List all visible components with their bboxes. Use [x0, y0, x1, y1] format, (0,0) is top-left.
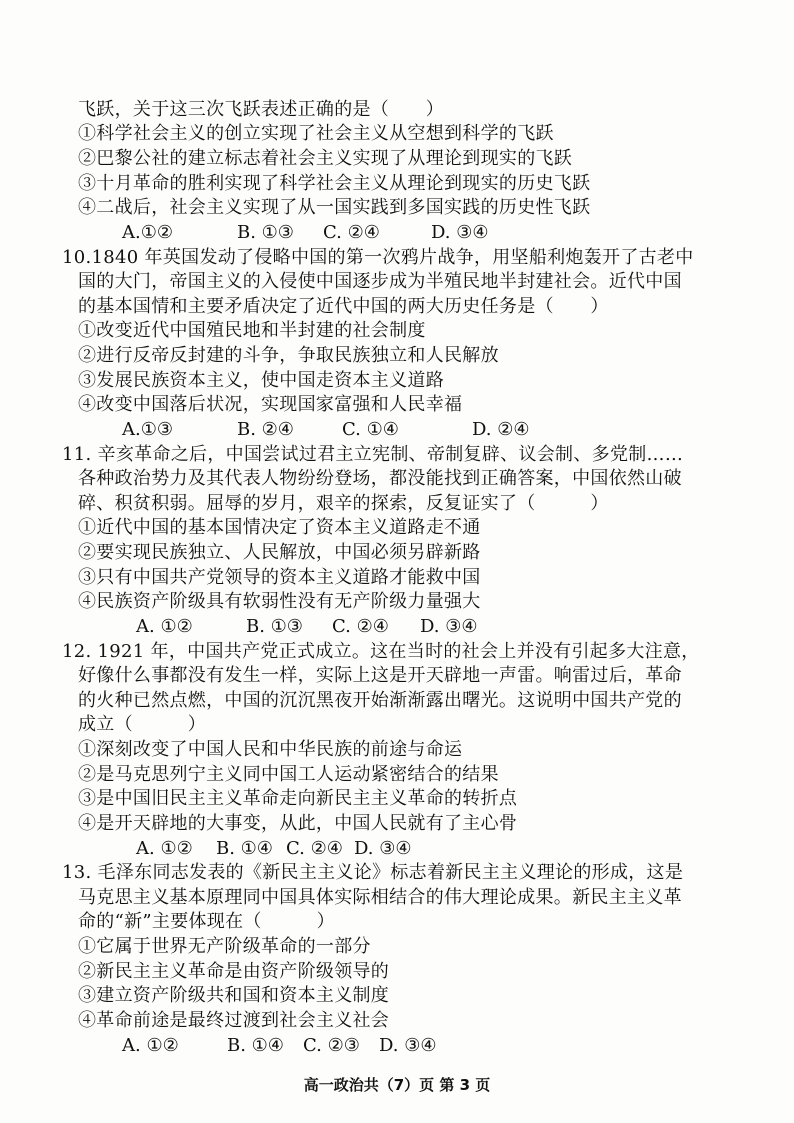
- choice-c: C. ②③: [303, 1035, 360, 1056]
- answer-choices: [136, 837, 412, 861]
- choice-d: D. ③④: [379, 1035, 437, 1056]
- choice-a: A. ①②: [136, 838, 193, 859]
- choice-c: C. ①④: [342, 419, 399, 440]
- choice-d: D. ③④: [420, 616, 478, 637]
- choice-c: C. ②④: [332, 616, 389, 637]
- option-line: ②要实现民族独立、人民解放，中国必须另辟新路: [78, 542, 481, 563]
- question-stem-line: 成立（ ）: [78, 714, 207, 735]
- choice-a: A.①③: [122, 419, 173, 440]
- answer-choices: [136, 615, 478, 639]
- question-stem-line: 10.1840 年英国发动了侵略中国的第一次鸦片战争，用坚船利炮轰开了古老中: [62, 247, 694, 268]
- question-stem-line: 各种政治势力及其代表人物纷纷登场，都没能找到正确答案，中国依然山破: [78, 468, 682, 489]
- choice-d: D. ③④: [354, 838, 412, 859]
- choice-b: B. ①④: [216, 838, 273, 859]
- choice-b: B. ①④: [227, 1035, 284, 1056]
- question-stem-line: 好像什么事都没有发生一样，实际上这是开天辟地一声雷。响雷过后，革命: [78, 665, 682, 686]
- choice-a: A. ①②: [136, 616, 193, 637]
- question-stem-line: 碎、积贫积弱。屈辱的岁月，艰辛的探索，反复证实了（ ）: [78, 493, 609, 514]
- choice-b: B. ①③: [237, 222, 294, 243]
- page-footer: 高一政治共（7）页 第 3 页: [303, 1076, 491, 1094]
- option-line: ①改变近代中国殖民地和半封建的社会制度: [78, 320, 426, 341]
- option-line: ②新民主主义革命是由资产阶级领导的: [78, 961, 390, 982]
- option-line: ④改变中国落后状况，实现国家富强和人民幸福: [78, 394, 463, 415]
- option-line: ②巴黎公社的建立标志着社会主义实现了从理论到现实的飞跃: [78, 148, 573, 169]
- choice-d: D. ②④: [472, 419, 530, 440]
- option-line: ④是开天辟地的大事变，从此，中国人民就有了主心骨: [78, 813, 518, 834]
- choice-a: A.①②: [122, 222, 173, 243]
- question-stem-line: 12. 1921 年，中国共产党正式成立。这在当时的社会上并没有引起多大注意，: [62, 641, 700, 662]
- question-stem-line: 命的“新”主要体现在（ ）: [78, 911, 335, 932]
- choice-c: C. ②④: [286, 838, 343, 859]
- option-line: ③建立资产阶级共和国和资本主义制度: [78, 985, 390, 1006]
- option-line: ③十月革命的胜利实现了科学社会主义从理论到现实的历史飞跃: [78, 173, 591, 194]
- question-stem-line: 国的大门，帝国主义的入侵使中国逐步成为半殖民地半封建社会。近代中国: [78, 271, 682, 292]
- option-line: ③是中国旧民主主义革命走向新民主主义革命的转折点: [78, 788, 518, 809]
- answer-choices: [122, 221, 489, 245]
- question-stem-line: 的基本国情和主要矛盾决定了近代中国的两大历史任务是（ ）: [78, 296, 609, 317]
- option-line: ①深刻改变了中国人民和中华民族的前途与命运: [78, 739, 463, 760]
- option-line: ③只有中国共产党领导的资本主义道路才能救中国: [78, 567, 481, 588]
- option-line: ①近代中国的基本国情决定了资本主义道路走不通: [78, 517, 481, 538]
- option-line: ①科学社会主义的创立实现了社会主义从空想到科学的飞跃: [78, 123, 554, 144]
- option-line: ②是马克思列宁主义同中国工人运动紧密结合的结果: [78, 764, 499, 785]
- question-stem-line: 11. 辛亥革命之后，中国尝试过君主立宪制、帝制复辟、议会制、多党制……: [62, 444, 684, 465]
- option-line: ④民族资产阶级具有软弱性没有无产阶级力量强大: [78, 591, 481, 612]
- answer-choices: [122, 418, 530, 442]
- answer-choices: [122, 1034, 437, 1058]
- question-stem-line: 马克思主义基本原理同中国具体实际相结合的伟大理论成果。新民主主义革: [78, 887, 682, 908]
- option-line: ③发展民族资本主义，使中国走资本主义道路: [78, 370, 444, 391]
- question-stem-line: 飞跃，关于这三次飞跃表述正确的是（ ）: [78, 99, 444, 120]
- choice-a: A. ①②: [122, 1035, 179, 1056]
- question-stem-line: 13. 毛泽东同志发表的《新民主主义论》标志着新民主主义理论的形成，这是: [62, 862, 684, 883]
- choice-c: C. ②④: [323, 222, 380, 243]
- choice-b: B. ②④: [237, 419, 294, 440]
- option-line: ④革命前途是最终过渡到社会主义社会: [78, 1010, 390, 1031]
- choice-d: D. ③④: [431, 222, 489, 243]
- option-line: ②进行反帝反封建的斗争，争取民族独立和人民解放: [78, 345, 499, 366]
- option-line: ①它属于世界无产阶级革命的一部分: [78, 936, 371, 957]
- option-line: ④二战后，社会主义实现了从一国实践到多国实践的历史性飞跃: [78, 197, 591, 218]
- choice-b: B. ①③: [246, 616, 303, 637]
- question-stem-line: 的火种已然点燃，中国的沉沉黑夜开始渐渐露出曙光。这说明中国共产党的: [78, 690, 682, 711]
